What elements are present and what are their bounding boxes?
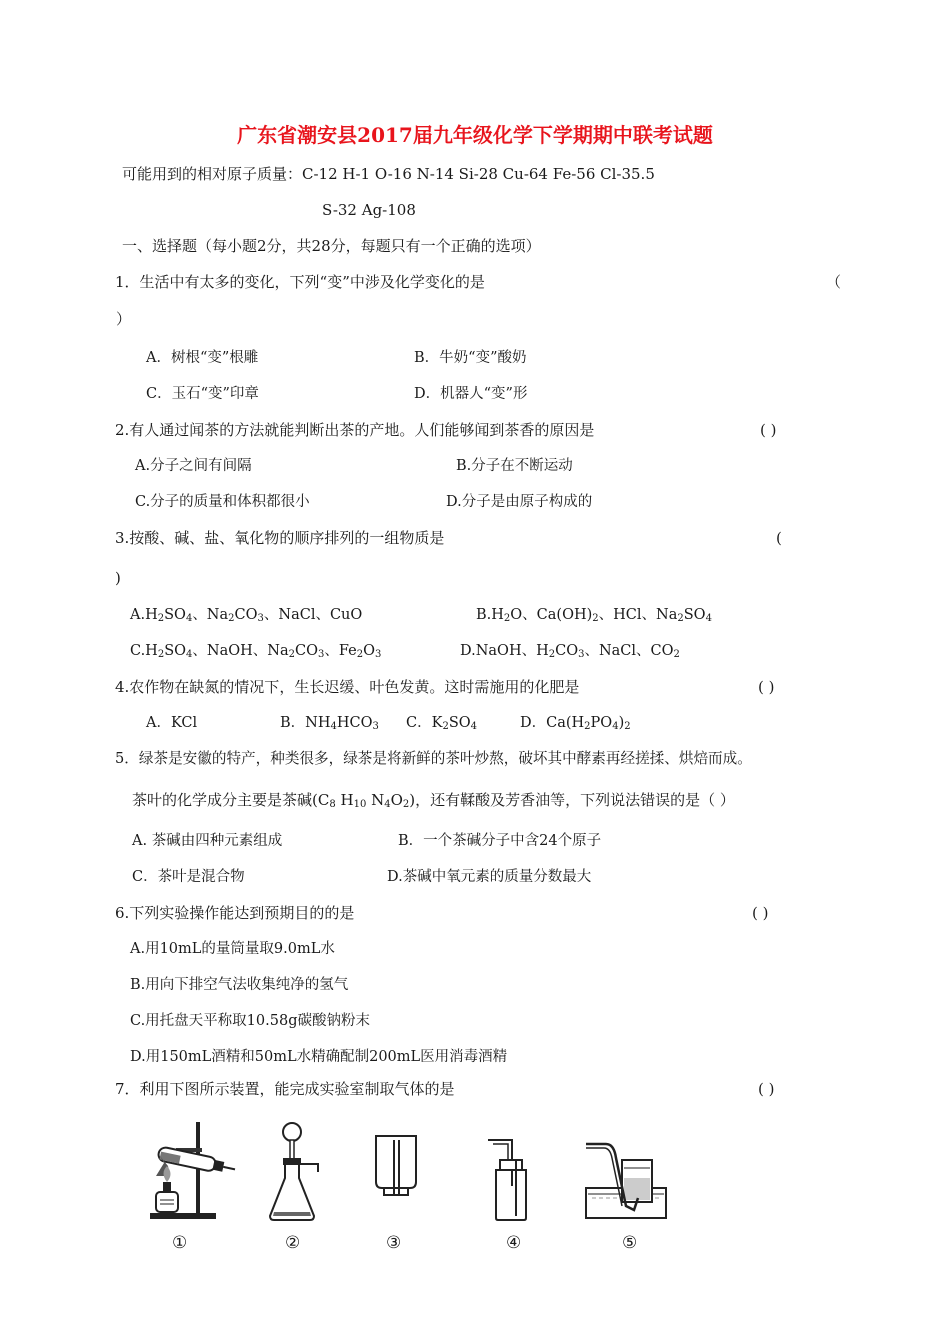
apparatus-3-label: ③ [386,1233,402,1253]
apparatus-3-gas-jar-icon [370,1132,422,1198]
q5-option-a: A. 茶碱由四种元素组成 [132,833,283,849]
q2-option-d: D.分子是由原子构成的 [446,494,593,510]
q1-option-c: C．玉石“变”印章 [146,386,259,402]
q4-option-d: D．$Ca(H_2PO_4)_2$ [520,715,631,732]
q2-option-b: B.分子在不断运动 [456,458,573,474]
q2-answer-paren: ( ) [760,421,777,439]
apparatus-1-label: ① [172,1233,188,1253]
q3-option-a: $A.H_2SO_4$、$Na_2CO_3$、NaCl、CuO [130,607,363,624]
q5-option-c: C．茶叶是混合物 [132,869,245,885]
q2-option-c: C.分子的质量和体积都很小 [135,494,310,510]
q4-option-c: C．$K_2SO_4$ [406,715,478,732]
q5-stem: 5．绿茶是安徽的特产，种类很多，绿茶是将新鲜的茶叶炒熬，破坏其中酵素再经搓揉、烘焙而成。 [115,750,752,767]
q6-option-a: A.用10mL的量筒量取9.0mL水 [130,941,335,957]
q3-option-b: $B.H_2O$、$Ca(OH)_2$、HCl、$Na_2SO_4$ [476,607,712,624]
q6-option-b: B.用向下排空气法收集纯净的氢气 [130,977,349,993]
q5-stem-continued: 茶叶的化学成分主要是茶碱($C_8$ $H_{10}$ $N_4O_2$)，还有鞣酸及芳香油等，下列说法错误的是（ ） [132,791,735,810]
q6-stem: 6.下列实验操作能达到预期目的的是 [115,904,355,922]
q4-answer-paren: ( ) [758,678,775,696]
q1-option-d: D．机器人“变”形 [414,386,528,402]
q4-option-b: B．$NH_4HCO_3$ [280,715,379,732]
atomic-masses-line2: S-32 Ag-108 [322,201,416,219]
q6-option-d: D.用150mL酒精和50mL水精确配制200mL医用消毒酒精 [130,1049,508,1065]
apparatus-1-heating-tube-icon [146,1118,238,1222]
q3-option-d: D.NaOH、$H_2CO_3$、NaCl、$CO_2$ [460,643,680,660]
section-heading-choice: 一、选择题（每小题2分，共28分，每题只有一个正确的选项） [122,237,541,255]
q2-stem: 2.有人通过闻茶的方法就能判断出茶的产地。人们能够闻到茶香的原因是 [115,421,595,439]
q1-option-a: A．树根“变”根雕 [146,350,259,366]
q3-paren-close: ) [115,569,121,587]
apparatus-4-label: ④ [506,1233,522,1253]
q4-stem: 4.农作物在缺氮的情况下，生长迟缓、叶色发黄。这时需施用的化肥是 [115,678,580,696]
apparatus-2-label: ② [285,1233,301,1253]
q6-answer-paren: ( ) [752,904,769,922]
q2-option-a: A.分子之间有间隔 [135,458,252,474]
q1-option-b: B．牛奶“变”酸奶 [414,350,527,366]
q5-option-d: D.茶碱中氧元素的质量分数最大 [387,869,592,885]
document-title: 广东省潮安县2017届九年级化学下学期期中联考试题 [237,123,713,147]
q4-option-a: A．KCl [146,715,198,731]
apparatus-5-label: ⑤ [622,1233,638,1253]
q7-stem: 7．利用下图所示装置，能完成实验室制取气体的是 [115,1080,455,1098]
q6-option-c: C.用托盘天平称取10.58g碳酸钠粉末 [130,1013,370,1029]
q5-option-b: B．一个茶碱分子中含24个原子 [398,833,602,849]
q1-paren-close: ） [116,310,132,328]
q3-stem: 3.按酸、碱、盐、氧化物的顺序排列的一组物质是 [115,529,445,547]
q3-option-c: $C.H_2SO_4$、NaOH、$Na_2CO_3$、$Fe_2O_3$ [130,643,382,660]
apparatus-4-collection-bottle-icon [482,1136,542,1222]
q7-answer-paren: ( ) [758,1080,775,1098]
apparatus-5-water-trough-icon [582,1138,672,1222]
q1-stem: 1．生活中有太多的变化，下列“变”中涉及化学变化的是 [115,273,485,291]
q3-paren-open: ( [776,529,782,547]
apparatus-2-conical-flask-icon [266,1120,328,1224]
atomic-masses-line1: 可能用到的相对原子质量：C-12 H-1 O-16 N-14 Si-28 Cu-64 Fe-56 Cl-35.5 [122,165,655,183]
q1-paren-open: （ [826,273,842,291]
